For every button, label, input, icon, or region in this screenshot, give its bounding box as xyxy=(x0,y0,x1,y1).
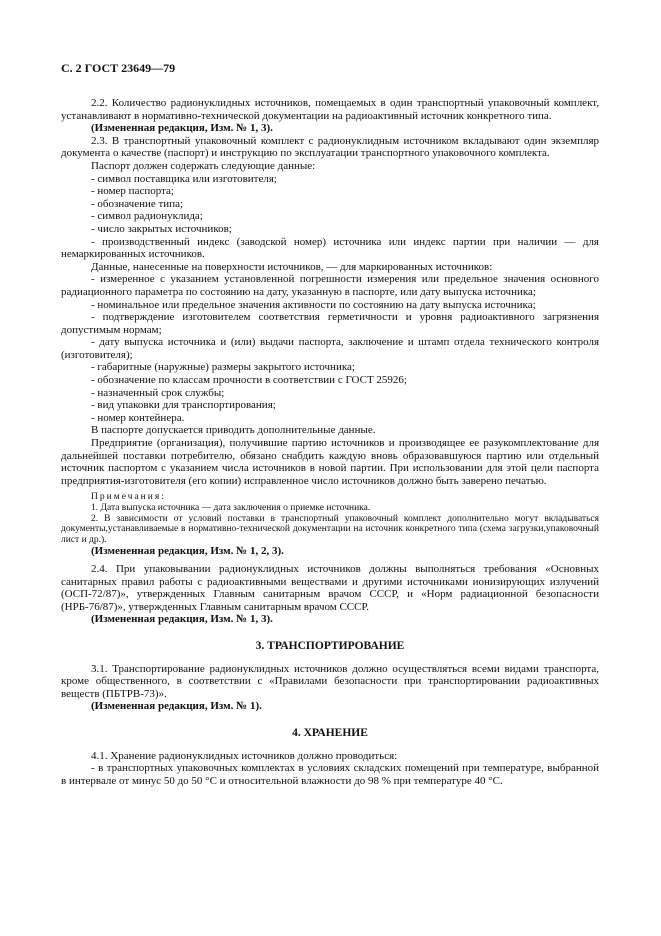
note-1: 1. Дата выпуска источника — дата заключения о приемке источника. xyxy=(91,503,371,513)
list-item: - символ радионуклида; xyxy=(91,210,203,223)
paragraph-2-4: 2.4. При упаковывании радионуклидных источников должны выполняться требования «Основных санитарных правил работы с радиоактивными веществами и другими источниками ионизирующих излучений (ОСП-72/87)», утвержденных Главным санитарным врачом СССР, и «Норм радиационной безопасности (НРБ-76/87)», утвержденных Главным санитарным врачом СССР. xyxy=(61,562,599,613)
edition-note: (Измененная редакция, Изм. № 1, 3). xyxy=(91,122,273,135)
list-item: - производственный индекс (заводской номер) источника или индекс партии при наличии — для немаркированных источников. xyxy=(61,235,599,261)
extra-data-note: В паспорте допускается приводить дополнительные данные. xyxy=(91,424,376,437)
page-header: С. 2 ГОСТ 23649—79 xyxy=(61,61,176,75)
enterprise-paragraph: Предприятие (организация), получившие партию источников и производящее ее разукомплектование для дальнейшей поставки потребителю, обязано снабдить каждую вновь образовавшуюся партию или отдельный источник паспортом с указанием числа источников в новой партии. При использовании для этой цели паспорта предприятия-изготовителя (его копии) исправленное число источников должно быть заверено печатью. xyxy=(61,437,599,487)
list-item: - назначенный срок службы; xyxy=(91,386,225,399)
document-body xyxy=(61,97,599,787)
list-item: - номинальное или предельное значения активности по состоянию на дату выпуска источника; xyxy=(91,298,536,311)
list-item: - символ поставщика или изготовителя; xyxy=(91,172,277,185)
paragraph-2-2: 2.2. Количество радионуклидных источников, помещаемых в один транспортный упаковочный комплект, устанавливают в нормативно-технической документации на радиоактивный источник конкретного типа. xyxy=(61,97,599,122)
marked-intro: Данные, нанесенные на поверхности источников, — для маркированных источников: xyxy=(91,260,493,273)
edition-note: (Измененная редакция, Изм. № 1, 3). xyxy=(91,613,273,626)
edition-note: (Измененная редакция, Изм. № 1, 2, 3). xyxy=(91,545,284,558)
edition-note: (Измененная редакция, Изм. № 1). xyxy=(91,700,262,713)
section-heading-transport: 3. ТРАНСПОРТИРОВАНИЕ xyxy=(255,639,405,652)
list-item: - подтверждение изготовителем соответствия герметичности и уровня радиоактивного загрязнения допустимым нормам; xyxy=(61,311,599,336)
list-item: - обозначение типа; xyxy=(91,197,184,210)
list-item: - обозначение по классам прочности в соответствии с ГОСТ 25926; xyxy=(91,374,407,387)
list-item: - дату выпуска источника и (или) выдачи паспорта, заключение и штамп отдела технического контроля (изготовителя); xyxy=(61,336,599,361)
list-item: - габаритные (наружные) размеры закрытого источника; xyxy=(91,361,355,374)
note-2: 2. В зависимости от условий поставки в транспортный упаковочный комплект дополнительно могут вкладываться документы,устанавливаемые в нормативно-технической документации на источник конкретного типа (схема загрузки,упаковочный лист и др.). xyxy=(61,513,599,545)
paragraph-4-1: 4.1. Хранение радионуклидных источников должно проводиться: xyxy=(91,749,398,762)
paragraph-2-3: 2.3. В транспортный упаковочный комплект с радионуклидным источником вкладывают один экземпляр документа о качестве (паспорт) и инструкцию по эксплуатации транспортного упаковочного комплекта. xyxy=(61,134,599,160)
paragraph-4-1-item: - в транспортных упаковочных комплектах в условиях складских помещений при температуре, выбранной в интервале от минус 50 до 50 °С и относительной влажности до 98 % при температуре 40 °С. xyxy=(61,762,599,787)
list-item: - измеренное с указанием установленной погрешности измерения или предельное значения основного радиационного параметра по состоянию на дату, указанную в паспорте, или дату выпуска источника; xyxy=(61,273,599,298)
section-heading-storage: 4. ХРАНЕНИЕ xyxy=(292,726,368,739)
notes-title: Примечания: xyxy=(91,492,166,503)
list-item: - номер паспорта; xyxy=(91,185,174,198)
list-item: - вид упаковки для транспортирования; xyxy=(91,399,276,412)
paragraph-3-1: 3.1. Транспортирование радионуклидных источников должно осуществляться всеми видами транспорта, кроме общественного, в соответствии с «Правилами безопасности при транспортировании радиоактивных веществ (ПБТРВ-73)». xyxy=(61,662,599,700)
passport-intro: Паспорт должен содержать следующие данные: xyxy=(91,159,316,172)
list-item: - номер контейнера. xyxy=(91,411,185,424)
list-item: - число закрытых источников; xyxy=(91,222,232,235)
